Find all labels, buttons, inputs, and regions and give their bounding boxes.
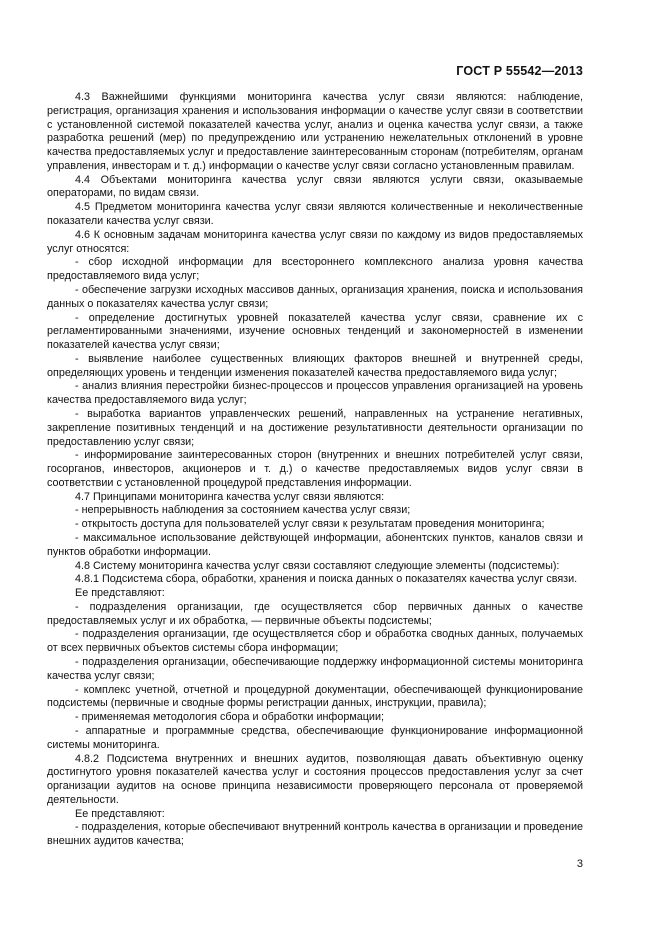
list-item-task-4: - выявление наиболее существенных влияющих факторов внешней и внутренней среды, определяющих уровень и тенденции изменения показателей качества предоставляемого вида услуг; [47,352,583,379]
document-body [47,91,583,849]
paragraph-4-6: 4.6 К основным задачам мониторинга качества услуг связи по каждому из видов предоставляемых услуг относятся: [47,228,583,255]
list-item-task-6: - выработка вариантов управленческих решений, направленных на устранение негативных, закрепление позитивных тенденций и на достижение результативности деятельности организации по предоставлению услуг связи; [47,407,583,448]
paragraph-4-5: 4.5 Предметом мониторинга качества услуг связи являются количественные и неколичественные показатели качества услуг связи. [47,201,583,228]
list-item-principle-1: - непрерывность наблюдения за состоянием качества услуг связи; [75,504,411,517]
list-item-task-1: - сбор исходной информации для всестороннего комплексного анализа уровня качества предоставляемого вида услуг; [47,256,583,283]
list-item-subsystem1-1: - подразделения организации, где осуществляется сбор первичных данных о качестве предоставляемых услуг и их обработка, — первичные объекты подсистемы; [47,600,583,627]
paragraph-4-7: 4.7 Принципами мониторинга качества услуг связи являются: [75,490,385,503]
list-item-subsystem1-4: - комплекс учетной, отчетной и процедурной документации, обеспечивающей функционирование подсистемы (первичные и сводные формы регистрации данных, инструкции, правила); [47,683,583,710]
list-item-task-2: - обеспечение загрузки исходных массивов данных, организация хранения, поиска и использования данных о показателях качества услуг связи; [47,283,583,310]
paragraph-represented-by-2: Ее представляют: [75,807,165,820]
list-item-subsystem1-2: - подразделения организации, где осуществляется сбор и обработка сводных данных, получаемых от всех первичных объектов системы сбора информации; [47,628,583,655]
list-item-principle-2: - открытость доступа для пользователей услуг связи к результатам проведения мониторинга; [75,518,545,531]
list-item-subsystem1-5: - применяемая методология сбора и обработки информации; [75,711,384,724]
list-item-task-7: - информирование заинтересованных сторон (внутренних и внешних потребителей услуг связи, госорганов, инвесторов, акционеров и т. д.) о качестве предоставляемых видов услуг связи в соответствии с установленной процедурой представления информации. [47,449,583,489]
paragraph-4-8-1: 4.8.1 Подсистема сбора, обработки, хранения и поиска данных о показателях качества услуг связи. [75,573,578,586]
paragraph-4-8-2: 4.8.2 Подсистема внутренних и внешних аудитов, позволяющая давать объективную оценку достигнутого уровня показателей качества услуг и состояния процессов предоставления услуг за счет организации аудитов на основе принципа независимости проверяющего персонала от проверяемой деятельности. [47,752,583,806]
list-item-task-5: - анализ влияния перестройки бизнес-процессов и процессов управления организацией на уровень качества предоставляемого вида услуг; [47,380,583,407]
list-item-subsystem1-3: - подразделения организации, обеспечивающие поддержку информационной системы мониторинга качества услуг связи; [47,656,583,682]
document-header-id: ГОСТ Р 55542—2013 [456,64,583,78]
paragraph-4-3: 4.3 Важнейшими функциями мониторинга качества услуг связи являются: наблюдение, регистрация, организация хранения и использования информации о качестве услуг связи в соответствии с установленной системой показателей качества услуг, анализ и оценка качества услуг связи, а также разработка решений (мер) по предупреждению или устранению нежелательных отклонений в уровне качества предоставляемых услуг и предоставление заинтересованным сторонам (потребителям, органам управления, инвесторам и т. д.) информации о качестве услуг связи согласно установленным правилам. [47,91,583,172]
list-item-subsystem1-6: - аппаратные и программные средства, обеспечивающие функционирование информационной системы мониторинга. [47,724,583,751]
list-item-subsystem2-1: - подразделения, которые обеспечивают внутренний контроль качества в организации и проведение внешних аудитов качества; [47,821,583,848]
list-item-task-3: - определение достигнутых уровней показателей качества услуг связи, сравнение их с регламентированными значениями, изучение основных тенденций и закономерностей в изменении показателей качества услуг связи; [47,311,583,352]
paragraph-4-4: 4.4 Объектами мониторинга качества услуг связи являются услуги связи, оказываемые операторами, по видам связи. [47,173,583,200]
list-item-principle-3: - максимальное использование действующей информации, абонентских пунктов, каналов связи и пунктов обработки информации. [47,532,583,558]
paragraph-represented-by-1: Ее представляют: [75,587,165,600]
paragraph-4-8: 4.8 Систему мониторинга качества услуг связи составляют следующие элементы (подсистемы): [75,559,560,572]
page-number: 3 [576,858,583,870]
